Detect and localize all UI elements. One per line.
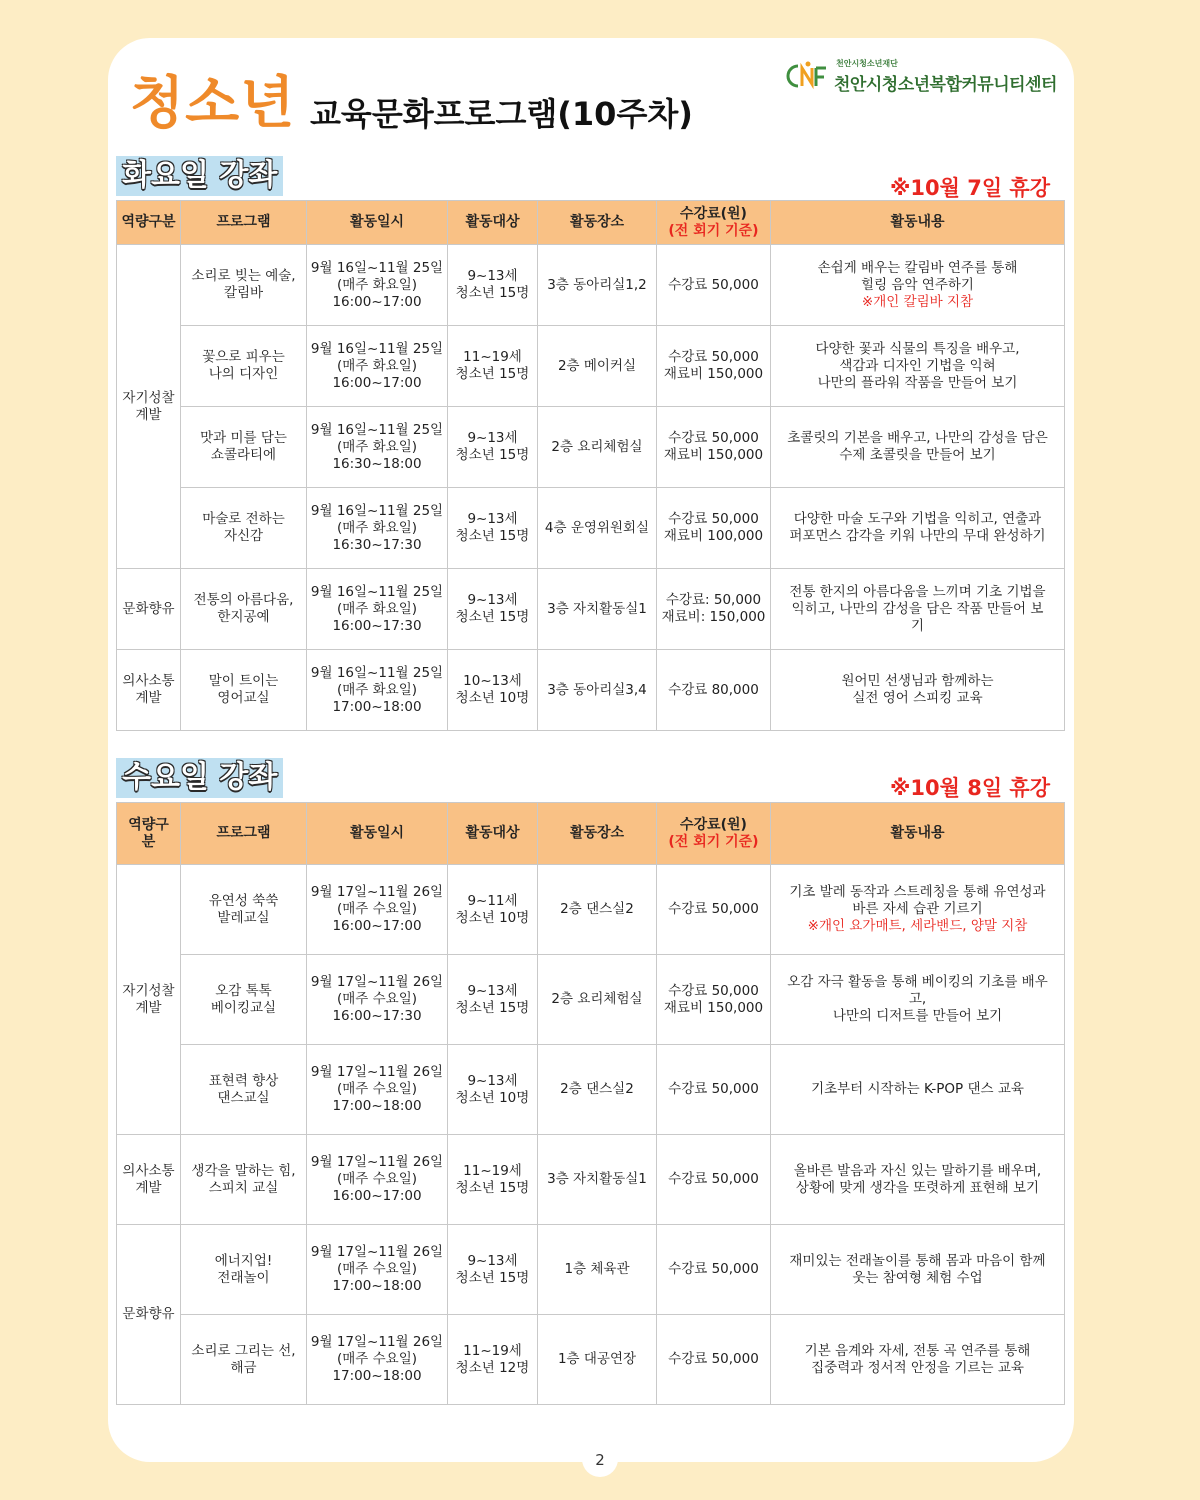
table-row (117, 326, 1065, 407)
header-program: 프로그램 (181, 201, 307, 245)
header-category: 역량구분 (117, 201, 181, 245)
place-cell: 2층 메이커실 (538, 326, 657, 407)
target-cell: 10~13세 청소년 10명 (448, 650, 538, 731)
place-cell: 3층 동아리실1,2 (538, 245, 657, 326)
fee-cell: 수강료 50,000 (657, 1135, 771, 1225)
header-category: 역량구 분 (117, 803, 181, 865)
category-cell: 문화향유 (117, 1225, 181, 1405)
tuesday-schedule-table (116, 200, 1065, 731)
header-place: 활동장소 (538, 201, 657, 245)
table-row (117, 407, 1065, 488)
place-cell: 1층 대공연장 (538, 1315, 657, 1405)
content-cell: 원어민 선생님과 함께하는 실전 영어 스피킹 교육 (771, 650, 1065, 731)
place-cell: 2층 댄스실2 (538, 865, 657, 955)
category-cell: 의사소통 계발 (117, 1135, 181, 1225)
program-cell: 마술로 전하는 자신감 (181, 488, 307, 569)
wednesday-closed-note: ※10월 8일 휴강 (889, 776, 1050, 800)
target-cell: 11~19세 청소년 15명 (448, 326, 538, 407)
tuesday-heading: 화요일 강좌 (116, 156, 283, 196)
content-note: ※개인 요가매트, 세라밴드, 양말 지참 (807, 918, 1028, 934)
header-place: 활동장소 (538, 803, 657, 865)
category-cell: 문화향유 (117, 569, 181, 650)
header-schedule: 활동일시 (307, 201, 448, 245)
fee-cell: 수강료 50,000 (657, 1045, 771, 1135)
wednesday-schedule-table (116, 802, 1065, 1405)
header-target: 활동대상 (448, 201, 538, 245)
program-cell: 오감 톡톡 베이킹교실 (181, 955, 307, 1045)
program-cell: 유연성 쑥쑥 발레교실 (181, 865, 307, 955)
fee-cell: 수강료: 50,000 재료비: 150,000 (657, 569, 771, 650)
table-row (117, 245, 1065, 326)
header-program: 프로그램 (181, 803, 307, 865)
header-target: 활동대상 (448, 803, 538, 865)
category-cell: 의사소통 계발 (117, 650, 181, 731)
table-row (117, 1225, 1065, 1315)
schedule-cell: 9월 17일~11월 26일 (매주 수요일) 17:00~18:00 (307, 1315, 448, 1405)
header-schedule: 활동일시 (307, 803, 448, 865)
target-cell: 9~11세 청소년 10명 (448, 865, 538, 955)
program-cell: 생각을 말하는 힘, 스피치 교실 (181, 1135, 307, 1225)
schedule-cell: 9월 17일~11월 26일 (매주 수요일) 16:00~17:00 (307, 865, 448, 955)
target-cell: 9~13세 청소년 10명 (448, 1045, 538, 1135)
program-cell: 맛과 미를 담는 쇼콜라티에 (181, 407, 307, 488)
table-header-row (117, 803, 1065, 865)
content-cell: 다양한 마술 도구와 기법을 익히고, 연출과 퍼포먼스 감각을 키워 나만의 무대 완성하기 (771, 488, 1065, 569)
content-cell: 초콜릿의 기본을 배우고, 나만의 감성을 담은 수제 초콜릿을 만들어 보기 (771, 407, 1065, 488)
schedule-cell: 9월 16일~11월 25일 (매주 화요일) 16:00~17:30 (307, 569, 448, 650)
program-cell: 에너지업! 전래놀이 (181, 1225, 307, 1315)
target-cell: 9~13세 청소년 15명 (448, 1225, 538, 1315)
content-cell: 오감 자극 활동을 통해 베이킹의 기초를 배우 고, 나만의 디저트를 만들어 보기 (771, 955, 1065, 1045)
header-fee-basis: (전 회기 기준) (668, 222, 759, 239)
organization-logo (784, 58, 1074, 98)
place-cell: 2층 요리체험실 (538, 955, 657, 1045)
place-cell: 2층 댄스실2 (538, 1045, 657, 1135)
program-cell: 소리로 그리는 선, 해금 (181, 1315, 307, 1405)
category-cell: 자기성찰 계발 (117, 865, 181, 1135)
fee-cell: 수강료 50,000 재료비 150,000 (657, 407, 771, 488)
content-note: ※개인 칼림바 지참 (861, 293, 974, 310)
place-cell: 2층 요리체험실 (538, 407, 657, 488)
table-row (117, 955, 1065, 1045)
logo-mark-icon (784, 60, 830, 92)
header-fee-basis: (전 회기 기준) (668, 833, 759, 850)
table-row (117, 1135, 1065, 1225)
table-header-row (117, 201, 1065, 245)
target-cell: 9~13세 청소년 15명 (448, 407, 538, 488)
table-row (117, 1315, 1065, 1405)
page-number: 2 (582, 1441, 618, 1477)
target-cell: 9~13세 청소년 15명 (448, 955, 538, 1045)
program-cell: 말이 트이는 영어교실 (181, 650, 307, 731)
title-sub: 교육문화프로그램(10주차) (310, 95, 693, 133)
target-cell: 9~13세 청소년 15명 (448, 488, 538, 569)
schedule-cell: 9월 17일~11월 26일 (매주 수요일) 17:00~18:00 (307, 1045, 448, 1135)
header-fee: 수강료(원) (전 회기 기준) (657, 201, 771, 245)
category-cell: 자기성찰 계발 (117, 245, 181, 569)
table-row (117, 650, 1065, 731)
target-cell: 11~19세 청소년 15명 (448, 1135, 538, 1225)
fee-cell: 수강료 50,000 재료비 100,000 (657, 488, 771, 569)
target-cell: 11~19세 청소년 12명 (448, 1315, 538, 1405)
place-cell: 1층 체육관 (538, 1225, 657, 1315)
schedule-cell: 9월 16일~11월 25일 (매주 화요일) 17:00~18:00 (307, 650, 448, 731)
logo-center-name: 천안시청소년복합커뮤니티센터 (834, 75, 1057, 95)
wednesday-heading: 수요일 강좌 (116, 758, 283, 798)
content-cell: 올바른 발음과 자신 있는 말하기를 배우며, 상황에 맞게 생각을 또렷하게 표현해 보기 (771, 1135, 1065, 1225)
table-row (117, 569, 1065, 650)
schedule-cell: 9월 16일~11월 25일 (매주 화요일) 16:30~18:00 (307, 407, 448, 488)
program-cell: 표현력 향상 댄스교실 (181, 1045, 307, 1135)
schedule-cell: 9월 17일~11월 26일 (매주 수요일) 16:00~17:00 (307, 1135, 448, 1225)
fee-cell: 수강료 80,000 (657, 650, 771, 731)
content-cell: 전통 한지의 아름다움을 느끼며 기초 기법을 익히고, 나만의 감성을 담은 작품 만들어 보 기 (771, 569, 1065, 650)
header-content: 활동내용 (771, 803, 1065, 865)
program-cell: 꽃으로 피우는 나의 디자인 (181, 326, 307, 407)
content-cell: 기초부터 시작하는 K-POP 댄스 교육 (771, 1045, 1065, 1135)
program-cell: 전통의 아름다움, 한지공예 (181, 569, 307, 650)
table-row (117, 488, 1065, 569)
content-cell: 기초 발레 동작과 스트레칭을 통해 유연성과 바른 자세 습관 기르기 ※개인 요가매트, 세라밴드, 양말 지참 (771, 865, 1065, 955)
program-cell: 소리로 빚는 예술, 칼림바 (181, 245, 307, 326)
fee-cell: 수강료 50,000 재료비 150,000 (657, 955, 771, 1045)
content-cell: 재미있는 전래놀이를 통해 몸과 마음이 함께 웃는 참여형 체험 수업 (771, 1225, 1065, 1315)
fee-cell: 수강료 50,000 (657, 1315, 771, 1405)
table-row (117, 865, 1065, 955)
place-cell: 3층 동아리실3,4 (538, 650, 657, 731)
tuesday-closed-note: ※10월 7일 휴강 (889, 176, 1050, 200)
header-content: 활동내용 (771, 201, 1065, 245)
content-cell: 손쉽게 배우는 칼림바 연주를 통해 힐링 음악 연주하기 ※개인 칼림바 지참 (771, 245, 1065, 326)
fee-cell: 수강료 50,000 (657, 245, 771, 326)
fee-cell: 수강료 50,000 재료비 150,000 (657, 326, 771, 407)
schedule-cell: 9월 16일~11월 25일 (매주 화요일) 16:00~17:00 (307, 245, 448, 326)
logo-foundation-text: 천안시청소년재단 (836, 59, 898, 68)
place-cell: 3층 자치활동실1 (538, 569, 657, 650)
table-row (117, 1045, 1065, 1135)
schedule-cell: 9월 17일~11월 26일 (매주 수요일) 17:00~18:00 (307, 1225, 448, 1315)
header-fee: 수강료(원) (전 회기 기준) (657, 803, 771, 865)
content-cell: 기본 음계와 자세, 전통 곡 연주를 통해 집중력과 정서적 안정을 기르는 교육 (771, 1315, 1065, 1405)
place-cell: 3층 자치활동실1 (538, 1135, 657, 1225)
fee-cell: 수강료 50,000 (657, 1225, 771, 1315)
title-main: 청소년 (130, 71, 296, 136)
target-cell: 9~13세 청소년 15명 (448, 569, 538, 650)
target-cell: 9~13세 청소년 15명 (448, 245, 538, 326)
schedule-cell: 9월 16일~11월 25일 (매주 화요일) 16:30~17:30 (307, 488, 448, 569)
place-cell: 4층 운영위원회실 (538, 488, 657, 569)
schedule-cell: 9월 17일~11월 26일 (매주 수요일) 16:00~17:30 (307, 955, 448, 1045)
content-cell: 다양한 꽃과 식물의 특징을 배우고, 색감과 디자인 기법을 익혀 나만의 플라워 작품을 만들어 보기 (771, 326, 1065, 407)
schedule-cell: 9월 16일~11월 25일 (매주 화요일) 16:00~17:00 (307, 326, 448, 407)
fee-cell: 수강료 50,000 (657, 865, 771, 955)
